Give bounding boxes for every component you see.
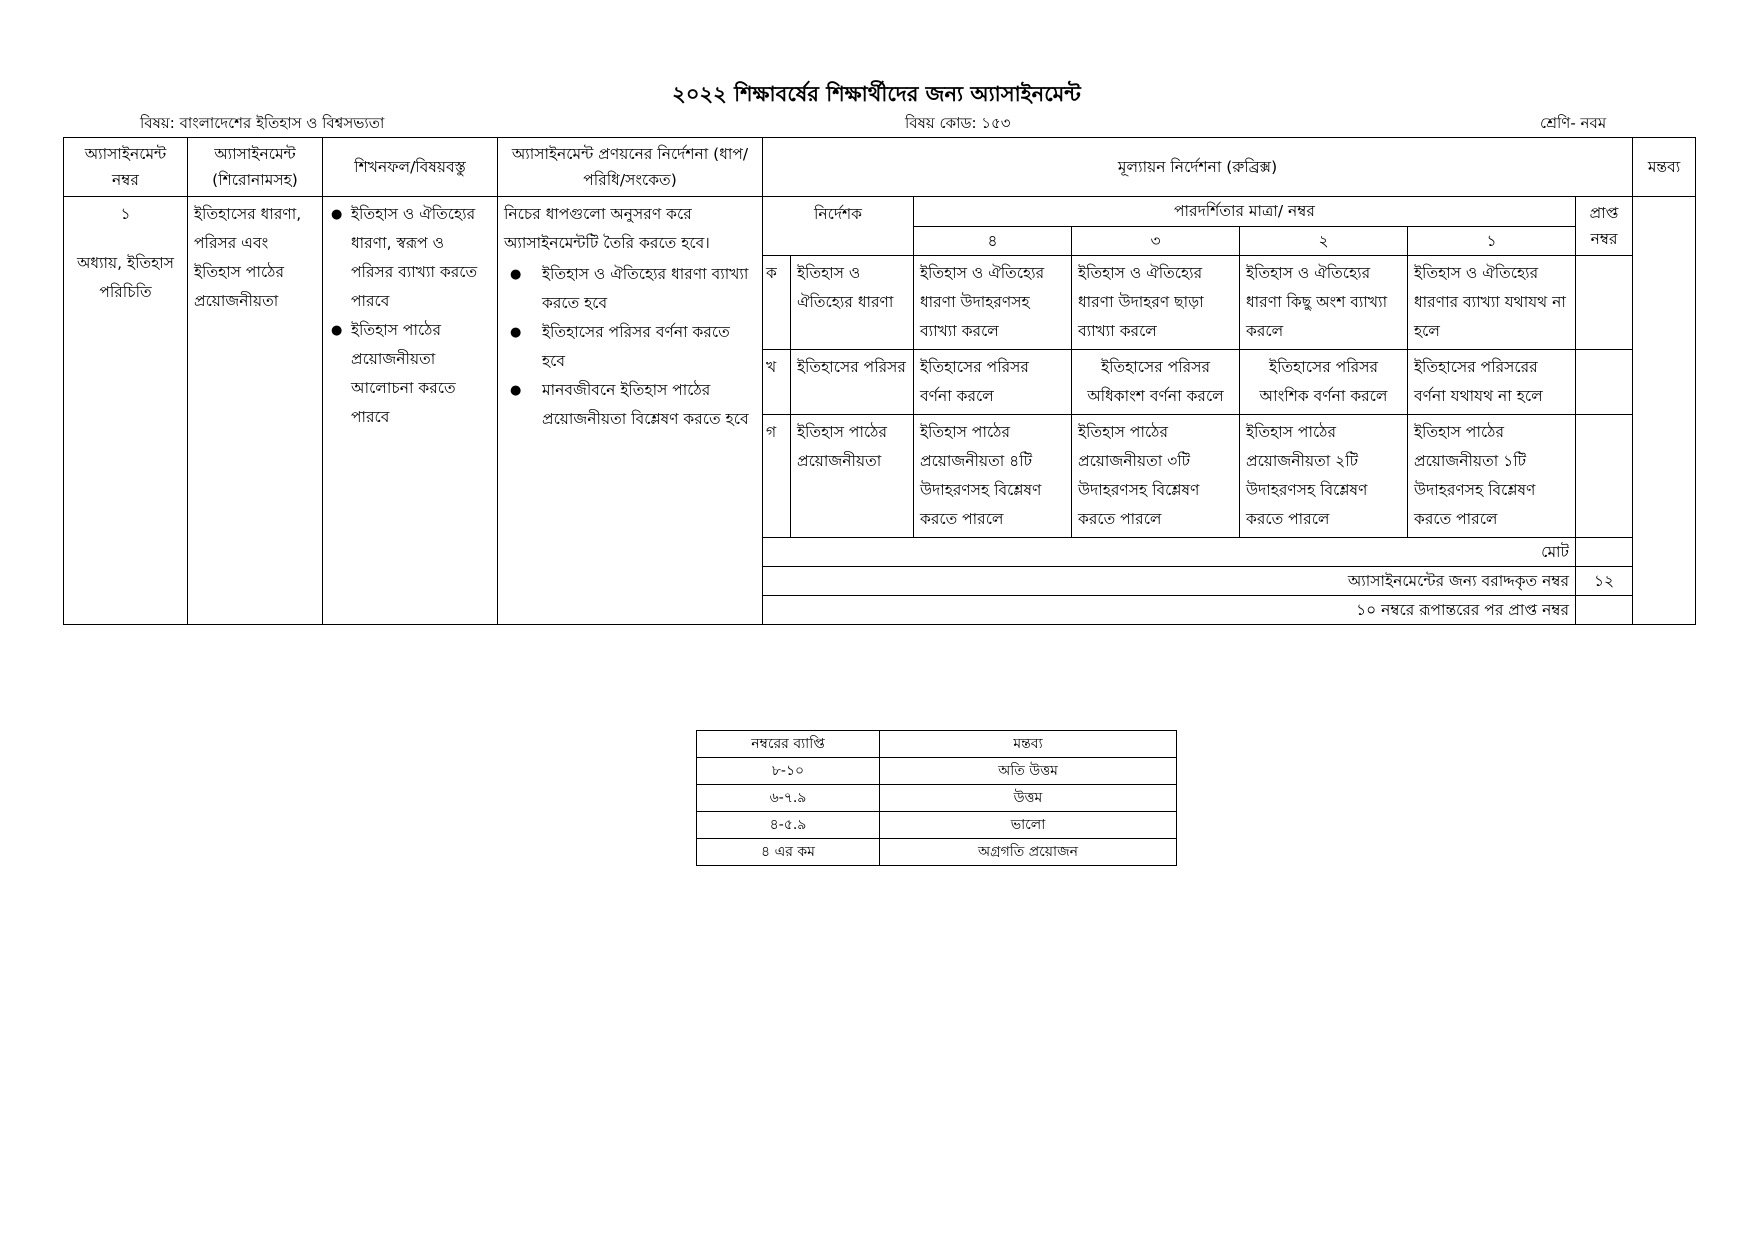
rubric-cell: ইতিহাস পাঠের প্রয়োজনীয়তা ৩টি উদাহরণসহ বিশ্লেষণ করতে পারলে [1072,415,1240,538]
rubric-header-row [64,197,1696,227]
subject-label: বিষয়: বাংলাদেশের ইতিহাস ও বিশ্বসভ্যতা [140,114,385,132]
rubric-key: খ [763,350,791,415]
obtained-cell [1576,256,1633,350]
assignment-number: ১ [120,205,131,223]
rubric-indicator: ইতিহাস পাঠের প্রয়োজনীয়তা [791,415,914,538]
rubric-cell: ইতিহাস ও ঐতিহ্যের ধারণার ব্যাখ্যা যথাযথ না হলে [1408,256,1576,350]
rubric-cell: ইতিহাস ও ঐতিহ্যের ধারণা উদাহরণ ছাড়া ব্যাখ্যা করলে [1072,256,1240,350]
obtained-cell [1576,350,1633,415]
header-instructions: অ্যাসাইনমেন্ট প্রণয়নের নির্দেশনা (ধাপ/পরিধি/সংকেত) [498,138,763,197]
rubric-cell: ইতিহাস পাঠের প্রয়োজনীয়তা ১টি উদাহরণসহ বিশ্লেষণ করতে পারলে [1408,415,1576,538]
rubric-key: গ [763,415,791,538]
outcome-item: ● ইতিহাস ও ঐতিহ্যের ধারণা, স্বরূপ ও পরিসর ব্যাখ্যা করতে পারবে [329,200,491,316]
grading-range: ৪-৫.৯ [697,812,880,839]
converted-label: ১০ নম্বরে রূপান্তরের পর প্রাপ্ত নম্বর [763,596,1576,625]
assignment-number-cell [64,197,188,625]
assignment-title-cell: ইতিহাসের ধারণা, পরিসর এবং ইতিহাস পাঠের প্রয়োজনীয়তা [188,197,323,625]
page-title: ২০২২ শিক্ষাবর্ষের শিক্ষার্থীদের জন্য অ্যাসাইনমেন্ট [672,82,1081,106]
header-rubric: মূল্যায়ন নির্দেশনা (রুব্রিক্স) [763,138,1633,197]
learning-outcome-cell [323,197,498,625]
remarks-cell [1633,197,1696,625]
obtained-header: প্রাপ্ত নম্বর [1576,197,1633,256]
header-assignment-no: অ্যাসাইনমেন্ট নম্বর [64,138,188,197]
level-4: ৪ [914,226,1072,256]
chapter-label: অধ্যায়, ইতিহাস পরিচিতি [76,254,175,301]
grading-table [696,730,1177,866]
rubric-key: ক [763,256,791,350]
rubric-cell: ইতিহাসের পরিসরের বর্ণনা যথাযথ না হলে [1408,350,1576,415]
grading-row [697,758,1177,785]
grading-row [697,785,1177,812]
outcome-item: ● ইতিহাস পাঠের প্রয়োজনীয়তা আলোচনা করতে পারবে [329,316,491,432]
rubric-indicator: ইতিহাস ও ঐতিহ্যের ধারণা [791,256,914,350]
total-value-cell [1576,538,1633,567]
rubric-indicator: ইতিহাসের পরিসর [791,350,914,415]
grading-row [697,812,1177,839]
grading-range: ৪ এর কম [697,839,880,866]
allocated-label: অ্যাসাইনমেন্টের জন্য বরাদ্দকৃত নম্বর [763,567,1576,596]
rubric-cell: ইতিহাস পাঠের প্রয়োজনীয়তা ৪টি উদাহরণসহ বিশ্লেষণ করতে পারলে [914,415,1072,538]
rubric-cell: ইতিহাস ও ঐতিহ্যের ধারণা কিছু অংশ ব্যাখ্যা করলে [1240,256,1408,350]
level-1: ১ [1408,226,1576,256]
assignment-table [63,137,1696,625]
grading-range: ৬-৭.৯ [697,785,880,812]
converted-value-cell [1576,596,1633,625]
subject-code-label: বিষয় কোড: ১৫৩ [905,114,1011,132]
rubric-cell: ইতিহাস ও ঐতিহ্যের ধারণা উদাহরণসহ ব্যাখ্যা করলে [914,256,1072,350]
grading-remark: ভালো [880,812,1177,839]
rubric-cell: ইতিহাসের পরিসর আংশিক বর্ণনা করলে [1240,350,1408,415]
grading-remark: উত্তম [880,785,1177,812]
grading-header-remark: মন্তব্য [880,731,1177,758]
rubric-cell: ইতিহাস পাঠের প্রয়োজনীয়তা ২টি উদাহরণসহ বিশ্লেষণ করতে পারলে [1240,415,1408,538]
header-learning-outcome: শিখনফল/বিষয়বস্তু [323,138,498,197]
indicator-header: নির্দেশক [763,197,914,256]
instruction-item: ● ইতিহাসের পরিসর বর্ণনা করতে হবে [504,318,756,376]
grading-header-row [697,731,1177,758]
instruction-item: ● মানবজীবনে ইতিহাস পাঠের প্রয়োজনীয়তা বিশ্লেষণ করতে হবে [504,376,756,434]
grading-remark: অতি উত্তম [880,758,1177,785]
rubric-cell: ইতিহাসের পরিসর বর্ণনা করলে [914,350,1072,415]
allocated-value: ১২ [1576,567,1633,596]
instruction-item: ● ইতিহাস ও ঐতিহ্যের ধারণা ব্যাখ্যা করতে হবে [504,260,756,318]
instructions-intro: নিচের ধাপগুলো অনুসরণ করে অ্যাসাইনমেন্টটি তৈরি করতে হবে। [504,205,710,252]
class-label: শ্রেণি- নবম [1540,114,1607,132]
table-header-row [64,138,1696,197]
level-header: পারদর্শিতার মাত্রা/ নম্বর [914,197,1576,227]
grading-row [697,839,1177,866]
level-2: ২ [1240,226,1408,256]
header-assignment-title: অ্যাসাইনমেন্ট (শিরোনামসহ) [188,138,323,197]
instructions-cell [498,197,763,625]
rubric-cell: ইতিহাসের পরিসর অধিকাংশ বর্ণনা করলে [1072,350,1240,415]
grading-remark: অগ্রগতি প্রয়োজন [880,839,1177,866]
header-remarks: মন্তব্য [1633,138,1696,197]
obtained-cell [1576,415,1633,538]
level-3: ৩ [1072,226,1240,256]
total-label: মোট [763,538,1576,567]
grading-range: ৮-১০ [697,758,880,785]
grading-header-range: নম্বরের ব্যাপ্তি [697,731,880,758]
